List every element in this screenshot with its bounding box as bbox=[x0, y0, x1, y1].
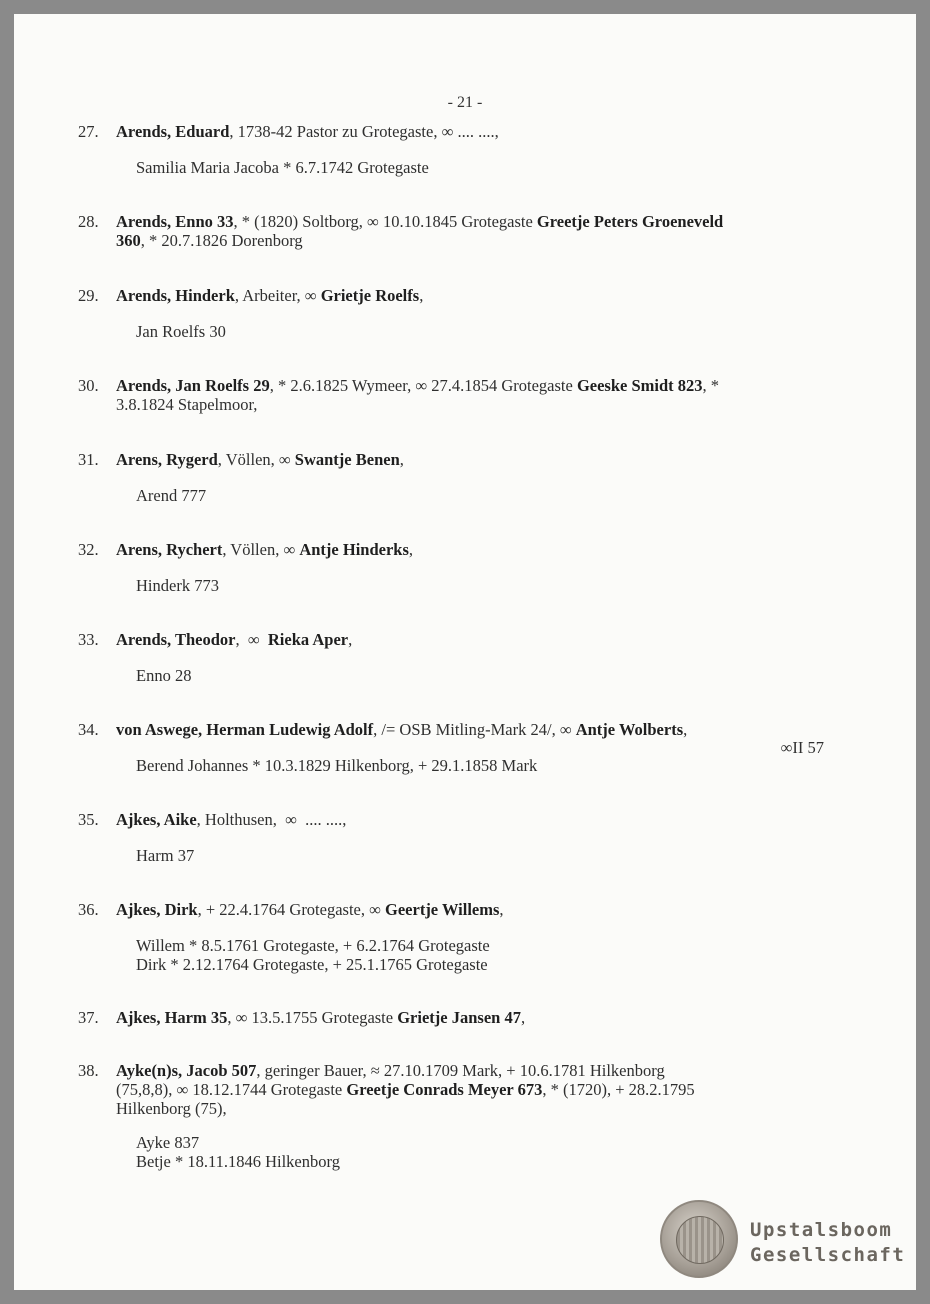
child-line: Dirk * 2.12.1764 Grotegaste, + 25.1.1765 Grotegaste bbox=[136, 955, 488, 974]
entry-number: 33. bbox=[78, 630, 99, 649]
entry-line bbox=[116, 376, 806, 395]
entry-number: 32. bbox=[78, 540, 99, 559]
spouse-name: Antje Hinderks bbox=[299, 540, 409, 559]
entry-details: , Völlen, ∞ bbox=[217, 450, 295, 469]
entry-details: , * 20.7.1826 Dorenborg bbox=[140, 231, 303, 250]
spouse-name: Greetje Peters Groeneveld bbox=[536, 212, 724, 231]
entry-details: , bbox=[520, 1008, 526, 1027]
spouse-name: Rieka Aper bbox=[267, 630, 349, 649]
entry-number: 27. bbox=[78, 122, 99, 141]
spouse-name: Geertje Willems bbox=[385, 900, 500, 919]
entry-number: 28. bbox=[78, 212, 99, 231]
person-name: Arens, Rygerd bbox=[116, 450, 218, 469]
person-name: Ajkes, Dirk bbox=[116, 900, 198, 919]
child-line: Enno 28 bbox=[136, 666, 192, 685]
person-name: Arends, Theodor bbox=[116, 630, 236, 649]
child-line: Harm 37 bbox=[136, 846, 195, 865]
entry-line bbox=[116, 286, 806, 305]
spouse-name: Antje Wolberts bbox=[575, 720, 684, 739]
spouse-name: Grietje Roelfs bbox=[320, 286, 420, 305]
document-page bbox=[14, 14, 916, 1290]
spouse-name: Swantje Benen bbox=[294, 450, 400, 469]
entry-line bbox=[116, 630, 806, 649]
person-name: Arends, Enno 33 bbox=[116, 212, 234, 231]
child-line: Hinderk 773 bbox=[136, 576, 219, 595]
child-line: Jan Roelfs 30 bbox=[136, 322, 226, 341]
child-line: Berend Johannes * 10.3.1829 Hilkenborg, + 29.1.1858 Mark bbox=[136, 756, 538, 775]
spouse-name: Greetje Conrads Meyer 673 bbox=[346, 1080, 543, 1099]
page-number: - 21 - bbox=[447, 94, 483, 111]
entry-line bbox=[116, 810, 806, 829]
entry-line bbox=[116, 212, 806, 231]
logo-line-2: Gesellschaft bbox=[750, 1244, 906, 1266]
entry-details: , bbox=[683, 720, 688, 739]
entry-number: 37. bbox=[78, 1008, 99, 1027]
entry-details: , Völlen, ∞ bbox=[222, 540, 300, 559]
entry-details: (75,8,8), ∞ 18.12.1744 Grotegaste bbox=[116, 1080, 347, 1099]
spouse-name: Grietje Jansen 47 bbox=[397, 1008, 521, 1027]
entry-line bbox=[116, 1099, 806, 1118]
entry-details: , geringer Bauer, ≈ 27.10.1709 Mark, + 10.6.1781 Hilkenborg bbox=[256, 1061, 665, 1080]
entry-details: , Arbeiter, ∞ bbox=[234, 286, 321, 305]
person-name: Ajkes, Harm 35 bbox=[116, 1008, 228, 1027]
person-name: Arens, Rychert bbox=[116, 540, 223, 559]
entry-details: , bbox=[499, 900, 504, 919]
entry-details: , * 2.6.1825 Wymeer, ∞ 27.4.1854 Grotegaste bbox=[269, 376, 577, 395]
entry-line bbox=[116, 395, 806, 414]
person-name: von Aswege, Herman Ludewig Adolf bbox=[116, 720, 374, 739]
entry-line bbox=[116, 1008, 806, 1027]
entry-line bbox=[116, 1061, 806, 1080]
entry-number: 36. bbox=[78, 900, 99, 919]
society-logo bbox=[750, 1218, 905, 1268]
society-seal-icon bbox=[660, 1200, 738, 1278]
person-name: Arends, Eduard bbox=[116, 122, 230, 141]
entry-line bbox=[116, 720, 806, 739]
entry-number: 35. bbox=[78, 810, 99, 829]
person-name: Arends, Hinderk bbox=[116, 286, 235, 305]
person-name: Ayke(n)s, Jacob 507 bbox=[116, 1061, 257, 1080]
entry-details: , * (1720), + 28.2.1795 bbox=[542, 1080, 695, 1099]
seal-figure-icon bbox=[676, 1216, 724, 1264]
entry-details: , ∞ 13.5.1755 Grotegaste bbox=[227, 1008, 398, 1027]
entry-details: , bbox=[348, 630, 353, 649]
entry-details: , Holthusen, ∞ .... ...., bbox=[196, 810, 347, 829]
spouse-name: Geeske Smidt 823 bbox=[576, 376, 703, 395]
entry-line bbox=[116, 450, 806, 469]
child-line: Ayke 837 bbox=[136, 1133, 200, 1152]
child-line: Arend 777 bbox=[136, 486, 207, 505]
entry-number: 31. bbox=[78, 450, 99, 469]
entry-details: , bbox=[399, 450, 404, 469]
entry-details: , bbox=[419, 286, 424, 305]
entry-number: 38. bbox=[78, 1061, 99, 1080]
logo-line-1: Upstalsboom bbox=[750, 1219, 893, 1241]
person-name: Arends, Jan Roelfs 29 bbox=[116, 376, 270, 395]
entry-number: 29. bbox=[78, 286, 99, 305]
entry-number: 30. bbox=[78, 376, 99, 395]
entry-line bbox=[116, 1080, 806, 1099]
entry-details: , * bbox=[702, 376, 720, 395]
entry-line bbox=[116, 122, 806, 141]
person-name: Ajkes, Aike bbox=[116, 810, 197, 829]
entry-details: , * (1820) Soltborg, ∞ 10.10.1845 Grotegaste bbox=[233, 212, 537, 231]
entry-line bbox=[116, 540, 806, 559]
entry-details: , 1738-42 Pastor zu Grotegaste, ∞ .... ...., bbox=[229, 122, 499, 141]
entry-details: , /= OSB Mitling-Mark 24/, ∞ bbox=[373, 720, 576, 739]
child-line: Samilia Maria Jacoba * 6.7.1742 Grotegaste bbox=[136, 158, 429, 177]
entry-line bbox=[116, 231, 806, 250]
entry-details: , + 22.4.1764 Grotegaste, ∞ bbox=[197, 900, 386, 919]
entry-details: Hilkenborg (75), bbox=[116, 1099, 227, 1118]
spouse-name: 360 bbox=[116, 231, 141, 250]
marriage-note: ∞II 57 bbox=[780, 738, 824, 757]
child-line: Willem * 8.5.1761 Grotegaste, + 6.2.1764 Grotegaste bbox=[136, 936, 490, 955]
entry-line bbox=[116, 900, 806, 919]
entry-details: , bbox=[408, 540, 414, 559]
entry-number: 34. bbox=[78, 720, 99, 739]
entry-details: , ∞ bbox=[235, 630, 268, 649]
entry-details: 3.8.1824 Stapelmoor, bbox=[116, 395, 258, 414]
child-line: Betje * 18.11.1846 Hilkenborg bbox=[136, 1152, 340, 1171]
